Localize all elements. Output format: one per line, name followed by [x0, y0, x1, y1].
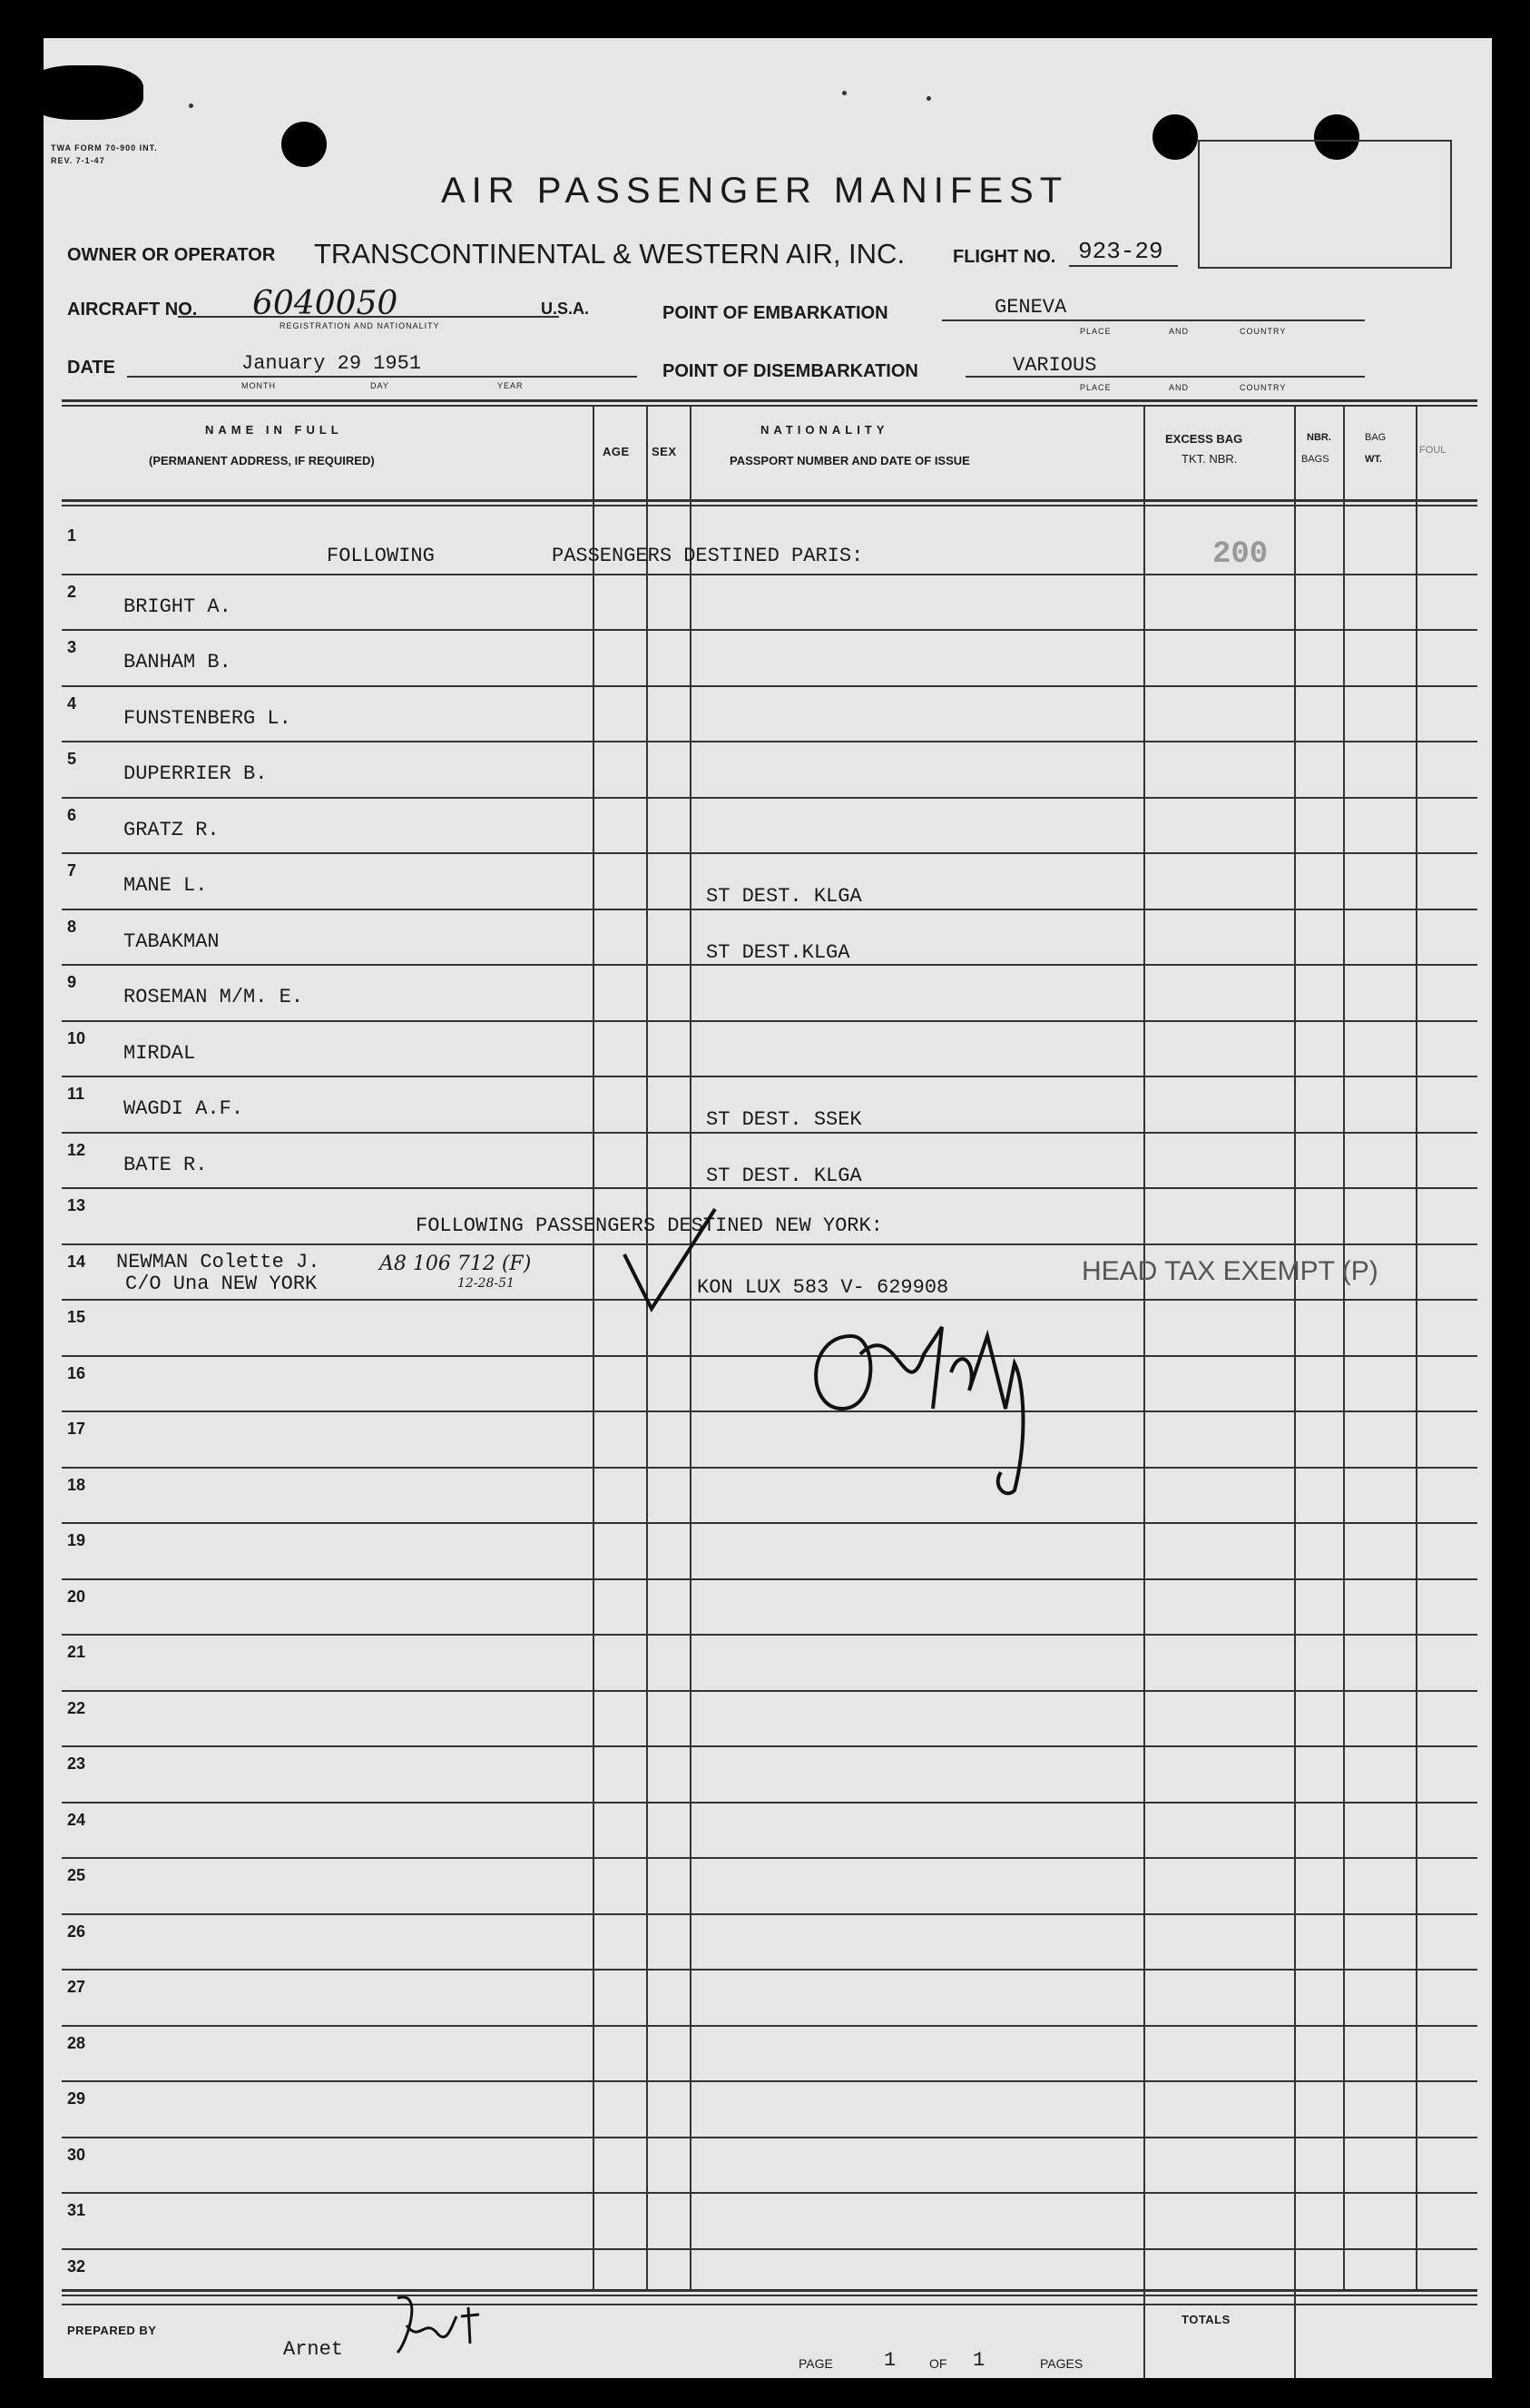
col-nationality: NATIONALITY [760, 423, 889, 437]
totals-label: TOTALS [1182, 2313, 1231, 2326]
row-nat: KON LUX 583 V- 629908 [697, 1275, 949, 1299]
row-number: 12 [67, 1140, 86, 1159]
row-number: 32 [67, 2256, 86, 2275]
torn-corner [44, 65, 143, 120]
row-number: 3 [67, 638, 77, 656]
embarkation-place: GENEVA [995, 296, 1067, 319]
col-sex: SEX [652, 445, 677, 458]
punch-hole-right-1 [1152, 114, 1198, 160]
col-excess: EXCESS BAG [1165, 432, 1243, 446]
owner-name: TRANSCONTINENTAL & WESTERN AIR, INC. [314, 238, 906, 270]
row-name: TABAKMAN [123, 929, 220, 953]
row-number: 29 [67, 2089, 86, 2108]
initial-signature [388, 2289, 488, 2362]
row-number: 1 [67, 526, 77, 545]
embarkation-label: POINT OF EMBARKATION [662, 303, 888, 323]
registration-note: REGISTRATION AND NATIONALITY [280, 321, 440, 330]
row-number: 17 [67, 1420, 86, 1438]
date-value: January 29 1951 [241, 352, 422, 375]
row-name: FOLLOWING [327, 545, 435, 567]
row-name: FOLLOWING PASSENGERS DESTINED NEW YORK: [416, 1214, 883, 1237]
pages-label: PAGES [1040, 2356, 1084, 2371]
form-number: TWA FORM 70-900 INT. [51, 143, 158, 152]
prepared-by-label: PREPARED BY [67, 2324, 157, 2337]
stamp-box [1198, 140, 1452, 269]
place-label: PLACE [1080, 327, 1112, 336]
row-number: 21 [67, 1643, 86, 1661]
row-number: 2 [67, 582, 77, 601]
row-name: MIRDAL [123, 1041, 196, 1065]
country-label-2: COUNTRY [1240, 383, 1287, 392]
row-name: BANHAM B. [123, 651, 231, 673]
row-number: 31 [67, 2201, 86, 2219]
pages-total: 1 [973, 2349, 986, 2372]
flight-label: FLIGHT NO. [953, 247, 1056, 267]
row-nat: ST DEST.KLGA [706, 940, 850, 964]
and-label: AND [1169, 327, 1190, 336]
owner-label: OWNER OR OPERATOR [67, 245, 276, 265]
year-label: YEAR [497, 381, 524, 390]
row-name: GRATZ R. [123, 818, 220, 841]
row-number: 19 [67, 1531, 86, 1549]
col-bags: BAGS [1301, 454, 1329, 465]
disembarkation-place: VARIOUS [1013, 354, 1097, 377]
row-name: BATE R. [123, 1153, 208, 1176]
row-number: 18 [67, 1475, 86, 1494]
row-age2: 12-28-51 [457, 1275, 515, 1291]
page-number: 1 [884, 2349, 897, 2372]
row-number: 4 [67, 693, 77, 713]
row-number: 25 [67, 1866, 86, 1884]
row-excess: HEAD TAX EXEMPT (P) [1082, 1255, 1378, 1286]
usa-label: U.S.A. [541, 300, 590, 318]
row-number: 30 [67, 2145, 86, 2164]
date-label: DATE [67, 358, 115, 378]
row-nat: ST DEST. SSEK [706, 1108, 862, 1131]
row-number: 5 [67, 750, 77, 768]
row-number: 16 [67, 1363, 86, 1382]
flight-number: 923-29 [1078, 238, 1163, 265]
row-number: 23 [67, 1754, 86, 1773]
row-excess: 200 [1212, 537, 1269, 572]
col-age: AGE [603, 445, 630, 458]
row-age: A8 106 712 (F) [379, 1252, 532, 1275]
row-number: 13 [67, 1196, 86, 1214]
row-number: 15 [67, 1308, 86, 1326]
punch-hole-left [281, 122, 327, 167]
day-label: DAY [370, 381, 389, 390]
aircraft-number: 6040050 [252, 285, 398, 322]
of-label: OF [929, 2356, 947, 2371]
aircraft-label: AIRCRAFT NO. [67, 300, 198, 319]
signature [797, 1300, 1069, 1499]
row-number: 28 [67, 2033, 86, 2052]
row-number: 22 [67, 1698, 86, 1717]
form-revision: REV. 7-1-47 [51, 156, 105, 165]
month-label: MONTH [241, 381, 276, 390]
page-label: PAGE [799, 2356, 833, 2371]
row-name: DUPERRIER B. [123, 762, 268, 785]
row-nat: PASSENGERS DESTINED PARIS: [552, 545, 864, 567]
row-number: 20 [67, 1587, 86, 1606]
row-name: NEWMAN Colette J. [116, 1250, 320, 1273]
row-nat: ST DEST. KLGA [706, 1164, 862, 1187]
row-name: WAGDI A.F. [123, 1097, 244, 1120]
row-name: FUNSTENBERG L. [123, 706, 291, 730]
row-name: BRIGHT A. [123, 595, 231, 618]
col-wt: WT. [1365, 454, 1382, 465]
disembarkation-label: POINT OF DISEMBARKATION [662, 361, 918, 381]
col-foul: FOUL [1419, 445, 1447, 456]
row-number: 7 [67, 861, 77, 880]
row-name: ROSEMAN M/M. E. [123, 986, 304, 1008]
row-number: 6 [67, 805, 77, 824]
row-number: 27 [67, 1978, 86, 1996]
row-nat: ST DEST. KLGA [706, 885, 862, 908]
row-number: 24 [67, 1810, 86, 1829]
col-nbr: NBR. [1307, 432, 1331, 443]
row-name: MANE L. [123, 874, 208, 897]
row-number: 9 [67, 973, 77, 991]
manifest-sheet [44, 38, 1492, 2378]
manifest-title: AIR PASSENGER MANIFEST [441, 171, 1069, 211]
row-number: 26 [67, 1921, 86, 1941]
row-name2: C/O Una NEW YORK [125, 1272, 318, 1295]
and-label-2: AND [1169, 383, 1190, 392]
col-name: NAME IN FULL [205, 423, 343, 437]
row-number: 14 [67, 1252, 86, 1271]
col-nationality-sub: PASSPORT NUMBER AND DATE OF ISSUE [730, 454, 970, 467]
col-name-sub: (PERMANENT ADDRESS, IF REQUIRED) [149, 454, 375, 467]
place-label-2: PLACE [1080, 383, 1112, 392]
col-bag: BAG [1365, 432, 1387, 443]
col-excess-sub: TKT. NBR. [1182, 452, 1238, 466]
row-number: 8 [67, 917, 77, 936]
country-label: COUNTRY [1240, 327, 1287, 336]
checkmark [615, 1200, 724, 1327]
row-number: 11 [67, 1085, 85, 1103]
prepared-by-name: Arnet [283, 2338, 344, 2361]
row-number: 10 [67, 1028, 86, 1047]
